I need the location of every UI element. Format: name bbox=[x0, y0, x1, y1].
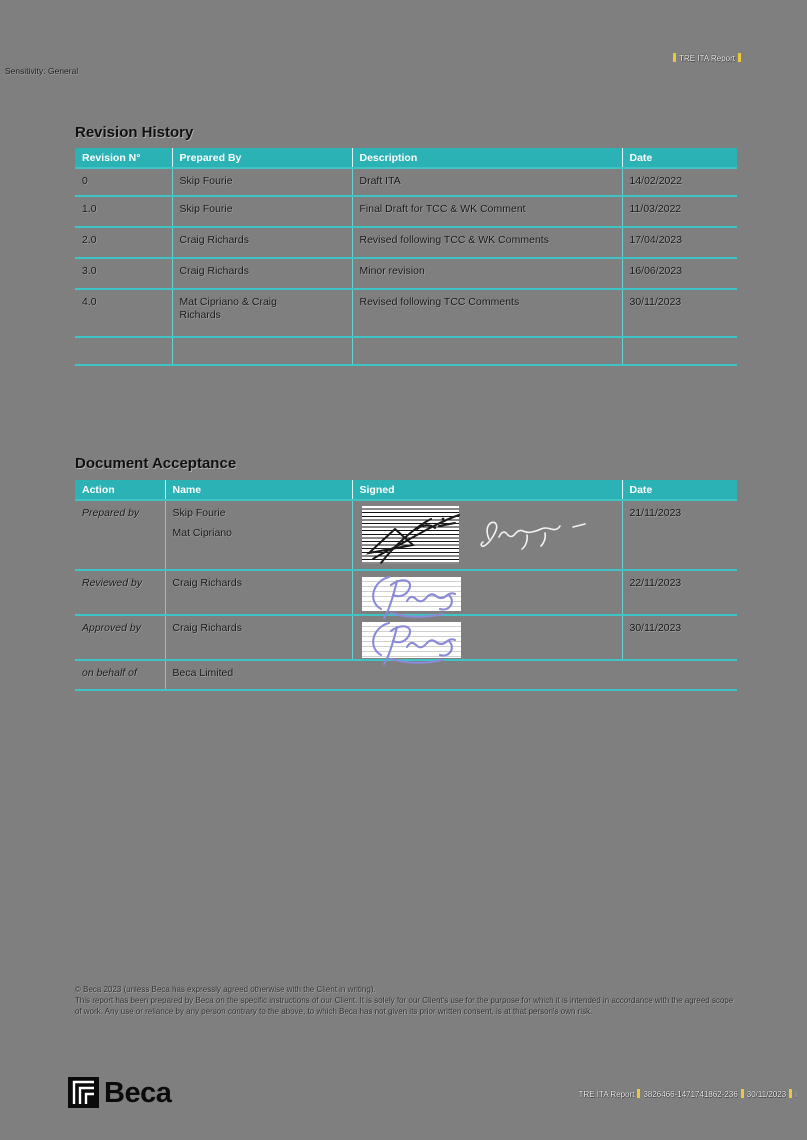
table-row-empty bbox=[75, 337, 737, 365]
table-row bbox=[75, 227, 737, 258]
revision-history-table bbox=[75, 148, 737, 366]
name-cell: Beca Limited bbox=[165, 660, 737, 690]
disclaimer-body: This report has been prepared by Beca on the specific instructions of our Client. It is solely for our Client's use for the purpose for which it is intended in accordance with the agreed scope of work. Any use or reliance by any person contrary to the above, to which Beca has not given its prior written consent, is at that person's own risk. bbox=[75, 996, 734, 1016]
date-cell: 22/11/2023 bbox=[622, 570, 737, 615]
column-header: Prepared By bbox=[172, 148, 352, 168]
column-header: Revision N° bbox=[75, 148, 172, 168]
table-row bbox=[75, 196, 737, 227]
column-header: Signed bbox=[352, 480, 622, 500]
running-header bbox=[670, 53, 744, 63]
table-row bbox=[75, 289, 737, 337]
table-row bbox=[75, 168, 737, 196]
date-cell: 16/06/2023 bbox=[622, 258, 737, 289]
signed-cell bbox=[352, 615, 622, 660]
running-footer bbox=[579, 1089, 797, 1099]
revision-cell: 3.0 bbox=[75, 258, 172, 289]
name-line: Mat Cipriano bbox=[172, 527, 233, 539]
skip-fourie-signature bbox=[359, 505, 494, 567]
footer-doc-title: TRE ITA Report bbox=[578, 1090, 635, 1099]
running-header-text: TRE ITA Report bbox=[679, 54, 735, 63]
description-cell: Final Draft for TCC & WK Comment bbox=[352, 196, 622, 227]
footer-doc-date: 30/11/2023 bbox=[746, 1090, 787, 1099]
beca-wordmark: Beca bbox=[104, 1076, 172, 1109]
revision-cell bbox=[75, 337, 172, 365]
column-header: Description bbox=[352, 148, 622, 168]
pipe-highlight bbox=[637, 1089, 640, 1098]
description-cell: Draft ITA bbox=[352, 168, 622, 196]
pipe-highlight bbox=[741, 1089, 744, 1098]
name-line: Mat Cipriano & Craig bbox=[179, 296, 277, 308]
footer-doc-number: 3826466-1471741862-236 bbox=[643, 1090, 738, 1099]
date-cell: 14/02/2022 bbox=[622, 168, 737, 196]
date-cell: 11/03/2022 bbox=[622, 196, 737, 227]
description-cell bbox=[352, 337, 622, 365]
document-acceptance-table bbox=[75, 480, 737, 691]
table-header-row bbox=[75, 148, 737, 168]
table-header-row bbox=[75, 480, 737, 500]
column-header: Action bbox=[75, 480, 165, 500]
beca-logo bbox=[68, 1077, 171, 1108]
beca-logo-icon bbox=[68, 1077, 99, 1108]
revision-cell: 2.0 bbox=[75, 227, 172, 258]
description-cell: Revised following TCC & WK Comments bbox=[352, 227, 622, 258]
prepared-by-cell: Skip Fourie bbox=[172, 168, 352, 196]
revision-cell: 4.0 bbox=[75, 289, 172, 337]
prepared-by-cell bbox=[172, 289, 352, 337]
sensitivity-label: Sensitivity: General bbox=[5, 66, 79, 76]
column-header: Date bbox=[622, 148, 737, 168]
signed-cell bbox=[352, 500, 622, 570]
table-row bbox=[75, 258, 737, 289]
name-cell bbox=[165, 500, 352, 570]
action-cell: Prepared by bbox=[75, 500, 165, 570]
date-cell: 30/11/2023 bbox=[622, 289, 737, 337]
table-row bbox=[75, 615, 737, 660]
name-cell: Craig Richards bbox=[165, 615, 352, 660]
document-acceptance-title: Document Acceptance bbox=[75, 455, 237, 472]
action-cell: Approved by bbox=[75, 615, 165, 660]
footer-page-number: i bbox=[795, 1090, 797, 1099]
action-cell: on behalf of bbox=[75, 660, 165, 690]
date-cell: 17/04/2023 bbox=[622, 227, 737, 258]
date-cell: 30/11/2023 bbox=[622, 615, 737, 660]
craig-richards-signature bbox=[361, 571, 471, 621]
action-cell: Reviewed by bbox=[75, 570, 165, 615]
column-header: Name bbox=[165, 480, 352, 500]
copyright-line: © Beca 2023 (unless Beca has expressly agreed otherwise with the Client in writing). bbox=[75, 985, 376, 994]
pipe-highlight bbox=[738, 53, 741, 62]
table-row bbox=[75, 500, 737, 570]
prepared-by-cell: Skip Fourie bbox=[172, 196, 352, 227]
pipe-highlight bbox=[673, 53, 676, 62]
pipe-highlight bbox=[789, 1089, 792, 1098]
revision-cell: 0 bbox=[75, 168, 172, 196]
copyright-disclaimer bbox=[75, 984, 739, 1017]
revision-history-title: Revision History bbox=[75, 124, 194, 141]
prepared-by-cell bbox=[172, 337, 352, 365]
date-cell bbox=[622, 337, 737, 365]
mat-cipriano-signature bbox=[475, 515, 587, 553]
table-row bbox=[75, 570, 737, 615]
name-cell: Craig Richards bbox=[165, 570, 352, 615]
name-line: Richards bbox=[179, 309, 221, 321]
date-cell: 21/11/2023 bbox=[622, 500, 737, 570]
column-header: Date bbox=[622, 480, 737, 500]
signed-cell bbox=[352, 570, 622, 615]
prepared-by-cell: Craig Richards bbox=[172, 258, 352, 289]
name-line: Skip Fourie bbox=[172, 507, 226, 519]
prepared-by-cell: Craig Richards bbox=[172, 227, 352, 258]
description-cell: Minor revision bbox=[352, 258, 622, 289]
craig-richards-signature bbox=[361, 617, 471, 667]
description-cell: Revised following TCC Comments bbox=[352, 289, 622, 337]
revision-cell: 1.0 bbox=[75, 196, 172, 227]
